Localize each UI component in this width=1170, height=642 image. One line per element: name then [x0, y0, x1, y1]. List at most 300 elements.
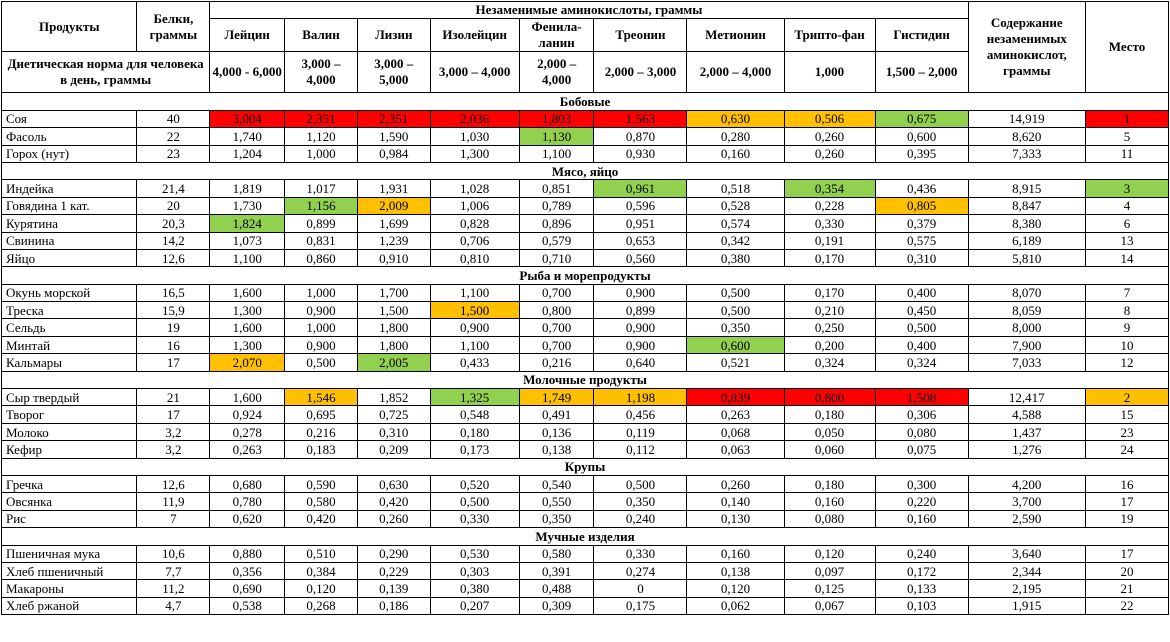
amino-value: 0,506 — [784, 110, 875, 127]
protein-value: 40 — [137, 110, 210, 127]
amino-value: 0,831 — [285, 232, 358, 249]
product-name: Гречка — [2, 475, 137, 492]
amino-value: 0,160 — [875, 510, 968, 527]
amino-value: 0,851 — [519, 180, 594, 197]
amino-value: 0,560 — [594, 249, 687, 266]
amino-value: 1,120 — [285, 128, 358, 145]
amino-value: 0,330 — [430, 510, 519, 527]
amino-value: 1,100 — [430, 284, 519, 301]
amino-value: 1,198 — [594, 389, 687, 406]
amino-value: 0,805 — [875, 197, 968, 214]
protein-value: 7,7 — [137, 562, 210, 579]
protein-value: 10,6 — [137, 545, 210, 562]
table-row — [2, 180, 1169, 197]
amino-value: 0,951 — [594, 215, 687, 232]
rank-value: 19 — [1085, 510, 1168, 527]
amino-value: 0,216 — [285, 423, 358, 440]
amino-value: 0,140 — [687, 493, 784, 510]
amino-value: 0,330 — [784, 215, 875, 232]
table-row — [2, 354, 1169, 371]
amino-value: 0,130 — [687, 510, 784, 527]
rank-value: 24 — [1085, 441, 1168, 458]
amino-value: 0,050 — [784, 423, 875, 440]
protein-value: 14,2 — [137, 232, 210, 249]
protein-value: 15,9 — [137, 302, 210, 319]
rank-value: 23 — [1085, 423, 1168, 440]
amino-value: 0,133 — [875, 580, 968, 597]
amino-value: 1,100 — [210, 249, 285, 266]
amino-value: 0,518 — [687, 180, 784, 197]
protein-value: 19 — [137, 319, 210, 336]
amino-value: 0,384 — [285, 562, 358, 579]
table-row — [2, 128, 1169, 145]
amino-value: 0,120 — [687, 580, 784, 597]
amino-value: 1,000 — [285, 319, 358, 336]
norm-value: 1,500 – 2,000 — [875, 52, 968, 93]
product-name: Творог — [2, 406, 137, 423]
amino-value: 2,036 — [430, 110, 519, 127]
amino-value: 0,500 — [875, 319, 968, 336]
amino-value: 0,103 — [875, 597, 968, 614]
table-row — [2, 232, 1169, 249]
amino-value: 0,229 — [357, 562, 430, 579]
amino-value: 1,204 — [210, 145, 285, 162]
product-name: Индейка — [2, 180, 137, 197]
norm-value: 2,000 – 4,000 — [519, 52, 594, 93]
header-amino-acid: Фенила-ланин — [519, 19, 594, 52]
amino-value: 0,120 — [285, 580, 358, 597]
amino-value: 1,028 — [430, 180, 519, 197]
protein-value: 21 — [137, 389, 210, 406]
amino-value: 0,138 — [687, 562, 784, 579]
amino-value: 0,209 — [357, 441, 430, 458]
total-value: 8,915 — [968, 180, 1085, 197]
amino-value: 0,138 — [519, 441, 594, 458]
amino-value: 0,240 — [594, 510, 687, 527]
product-name: Хлеб пшеничный — [2, 562, 137, 579]
product-name: Кефир — [2, 441, 137, 458]
total-value: 2,195 — [968, 580, 1085, 597]
header-product: Продукты — [2, 2, 137, 52]
amino-value: 1,931 — [357, 180, 430, 197]
amino-value: 1,600 — [210, 389, 285, 406]
amino-value: 0,550 — [519, 493, 594, 510]
amino-value: 0,303 — [430, 562, 519, 579]
header-amino-acid: Треонин — [594, 19, 687, 52]
amino-value: 0,300 — [875, 475, 968, 492]
amino-value: 1,600 — [210, 319, 285, 336]
total-value: 8,059 — [968, 302, 1085, 319]
table-row — [2, 284, 1169, 301]
amino-value: 0,695 — [285, 406, 358, 423]
amino-value: 0,263 — [210, 441, 285, 458]
total-value: 3,700 — [968, 493, 1085, 510]
amino-value: 0,900 — [594, 284, 687, 301]
total-value: 2,344 — [968, 562, 1085, 579]
amino-value: 0,725 — [357, 406, 430, 423]
amino-value: 0,210 — [784, 302, 875, 319]
amino-value: 0,183 — [285, 441, 358, 458]
amino-value: 0,068 — [687, 423, 784, 440]
amino-value: 0,521 — [687, 354, 784, 371]
amino-value: 2,009 — [357, 197, 430, 214]
amino-value: 1,730 — [210, 197, 285, 214]
table-row — [2, 423, 1169, 440]
amino-value: 0,710 — [519, 249, 594, 266]
total-value: 8,070 — [968, 284, 1085, 301]
amino-value: 0,436 — [875, 180, 968, 197]
amino-value: 0,900 — [594, 319, 687, 336]
amino-value: 0,260 — [687, 475, 784, 492]
total-value: 4,200 — [968, 475, 1085, 492]
amino-value: 0,080 — [875, 423, 968, 440]
total-value: 7,333 — [968, 145, 1085, 162]
amino-value: 1,239 — [357, 232, 430, 249]
amino-value: 0,207 — [430, 597, 519, 614]
amino-value: 1,100 — [519, 145, 594, 162]
rank-value: 5 — [1085, 128, 1168, 145]
amino-value: 0,324 — [784, 354, 875, 371]
protein-value: 23 — [137, 145, 210, 162]
rank-value: 17 — [1085, 545, 1168, 562]
amino-value: 1,700 — [357, 284, 430, 301]
amino-value: 0,380 — [687, 249, 784, 266]
amino-value: 0,789 — [519, 197, 594, 214]
amino-value: 0,900 — [594, 336, 687, 353]
rank-value: 9 — [1085, 319, 1168, 336]
norm-label: Диетическая норма для человека в день, граммы — [2, 52, 210, 93]
product-name: Овсянка — [2, 493, 137, 510]
amino-value: 0,173 — [430, 441, 519, 458]
amino-value: 0,125 — [784, 580, 875, 597]
total-value: 1,915 — [968, 597, 1085, 614]
header-amino-acid: Валин — [285, 19, 358, 52]
table-row — [2, 319, 1169, 336]
amino-value: 0,180 — [784, 475, 875, 492]
norm-value: 3,000 – 5,000 — [357, 52, 430, 93]
header-amino-acid: Трипто-фан — [784, 19, 875, 52]
rank-value: 21 — [1085, 580, 1168, 597]
amino-value: 1,000 — [285, 145, 358, 162]
product-name: Хлеб ржаной — [2, 597, 137, 614]
amino-value: 0,600 — [687, 336, 784, 353]
rank-value: 7 — [1085, 284, 1168, 301]
amino-value: 0,160 — [687, 545, 784, 562]
total-value: 4,588 — [968, 406, 1085, 423]
amino-value: 0,180 — [784, 406, 875, 423]
amino-value: 0,063 — [687, 441, 784, 458]
amino-value: 2,070 — [210, 354, 285, 371]
amino-value: 0,260 — [784, 128, 875, 145]
rank-value: 17 — [1085, 493, 1168, 510]
amino-value: 0,062 — [687, 597, 784, 614]
product-name: Рис — [2, 510, 137, 527]
amino-value: 1,590 — [357, 128, 430, 145]
table-row — [2, 562, 1169, 579]
product-name: Окунь морской — [2, 284, 137, 301]
amino-value: 1,500 — [357, 302, 430, 319]
product-name: Горох (нут) — [2, 145, 137, 162]
total-value: 8,620 — [968, 128, 1085, 145]
total-value: 1,437 — [968, 423, 1085, 440]
amino-value: 0,500 — [430, 493, 519, 510]
header-amino-group: Незаменимые аминокислоты, граммы — [210, 2, 968, 19]
section-title: Крупы — [2, 458, 1169, 475]
table-row — [2, 389, 1169, 406]
product-name: Говядина 1 кат. — [2, 197, 137, 214]
amino-value: 0,620 — [210, 510, 285, 527]
amino-value: 0,186 — [357, 597, 430, 614]
amino-value: 0,216 — [519, 354, 594, 371]
amino-value: 0,899 — [594, 302, 687, 319]
amino-value: 0,880 — [210, 545, 285, 562]
amino-value: 0 — [594, 580, 687, 597]
protein-value: 11,9 — [137, 493, 210, 510]
protein-value: 21,4 — [137, 180, 210, 197]
total-value: 8,000 — [968, 319, 1085, 336]
rank-value: 20 — [1085, 562, 1168, 579]
section-row — [2, 528, 1169, 545]
table-row — [2, 145, 1169, 162]
amino-value: 0,263 — [687, 406, 784, 423]
norm-value: 3,000 – 4,000 — [285, 52, 358, 93]
table-row — [2, 336, 1169, 353]
amino-value: 1,803 — [519, 110, 594, 127]
total-value: 7,033 — [968, 354, 1085, 371]
section-title: Рыба и морепродукты — [2, 267, 1169, 284]
norm-value: 4,000 - 6,000 — [210, 52, 285, 93]
amino-value: 0,630 — [687, 110, 784, 127]
protein-value: 7 — [137, 510, 210, 527]
header-amino-acid: Гистидин — [875, 19, 968, 52]
amino-value: 0,653 — [594, 232, 687, 249]
amino-value: 0,984 — [357, 145, 430, 162]
product-name: Соя — [2, 110, 137, 127]
protein-value: 12,6 — [137, 249, 210, 266]
amino-value: 0,896 — [519, 215, 594, 232]
amino-value: 0,350 — [687, 319, 784, 336]
amino-value: 0,575 — [875, 232, 968, 249]
protein-value: 16 — [137, 336, 210, 353]
table-row — [2, 215, 1169, 232]
amino-value: 0,860 — [285, 249, 358, 266]
amino-value: 0,580 — [285, 493, 358, 510]
header-rank: Место — [1085, 2, 1168, 93]
rank-value: 6 — [1085, 215, 1168, 232]
amino-value: 0,080 — [784, 510, 875, 527]
table-row — [2, 475, 1169, 492]
rank-value: 2 — [1085, 389, 1168, 406]
amino-value: 0,350 — [594, 493, 687, 510]
amino-value: 0,067 — [784, 597, 875, 614]
amino-value: 0,596 — [594, 197, 687, 214]
amino-value: 0,342 — [687, 232, 784, 249]
amino-value: 0,139 — [357, 580, 430, 597]
amino-value: 0,400 — [875, 336, 968, 353]
amino-value: 0,306 — [875, 406, 968, 423]
product-name: Яйцо — [2, 249, 137, 266]
table-body — [2, 93, 1169, 615]
amino-value: 1,325 — [430, 389, 519, 406]
section-title: Мучные изделия — [2, 528, 1169, 545]
amino-value: 0,870 — [594, 128, 687, 145]
total-value: 14,919 — [968, 110, 1085, 127]
amino-value: 0,780 — [210, 493, 285, 510]
amino-value: 0,170 — [784, 284, 875, 301]
table-row — [2, 249, 1169, 266]
table-row — [2, 441, 1169, 458]
section-row — [2, 93, 1169, 110]
section-title: Мясо, яйцо — [2, 162, 1169, 179]
table-row — [2, 510, 1169, 527]
total-value: 8,847 — [968, 197, 1085, 214]
amino-value: 2,351 — [357, 110, 430, 127]
amino-value: 0,309 — [519, 597, 594, 614]
amino-value: 1,030 — [430, 128, 519, 145]
amino-value: 0,530 — [430, 545, 519, 562]
amino-value: 0,356 — [210, 562, 285, 579]
rank-value: 22 — [1085, 597, 1168, 614]
amino-value: 0,310 — [357, 423, 430, 440]
total-value: 3,640 — [968, 545, 1085, 562]
amino-value: 0,136 — [519, 423, 594, 440]
amino-value: 0,690 — [210, 580, 285, 597]
protein-value: 3,2 — [137, 441, 210, 458]
amino-value: 1,740 — [210, 128, 285, 145]
amino-value: 0,510 — [285, 545, 358, 562]
product-name: Свинина — [2, 232, 137, 249]
amino-value: 0,930 — [594, 145, 687, 162]
total-value: 8,380 — [968, 215, 1085, 232]
amino-value: 0,290 — [357, 545, 430, 562]
amino-value: 0,240 — [875, 545, 968, 562]
header-row-group — [2, 2, 1169, 19]
amino-value: 0,220 — [875, 493, 968, 510]
amino-value: 0,250 — [784, 319, 875, 336]
table-row — [2, 580, 1169, 597]
product-name: Минтай — [2, 336, 137, 353]
rank-value: 10 — [1085, 336, 1168, 353]
amino-value: 0,379 — [875, 215, 968, 232]
total-value: 6,189 — [968, 232, 1085, 249]
amino-value: 0,700 — [519, 336, 594, 353]
rank-value: 16 — [1085, 475, 1168, 492]
amino-value: 1,006 — [430, 197, 519, 214]
product-name: Курятина — [2, 215, 137, 232]
table-row — [2, 406, 1169, 423]
amino-value: 0,112 — [594, 441, 687, 458]
amino-value: 0,700 — [519, 319, 594, 336]
amino-value: 0,160 — [687, 145, 784, 162]
amino-value: 0,160 — [784, 493, 875, 510]
amino-value: 1,699 — [357, 215, 430, 232]
amino-value: 0,500 — [687, 302, 784, 319]
amino-value: 1,017 — [285, 180, 358, 197]
amino-value: 0,500 — [594, 475, 687, 492]
product-name: Треска — [2, 302, 137, 319]
rank-value: 15 — [1085, 406, 1168, 423]
amino-value: 0,675 — [875, 110, 968, 127]
header-amino-acid: Метионин — [687, 19, 784, 52]
total-value: 1,276 — [968, 441, 1085, 458]
amino-value: 0,706 — [430, 232, 519, 249]
amino-acid-table — [1, 1, 1169, 615]
norm-value: 2,000 – 4,000 — [687, 52, 784, 93]
amino-value: 0,839 — [687, 389, 784, 406]
norm-value: 2,000 – 3,000 — [594, 52, 687, 93]
section-row — [2, 162, 1169, 179]
amino-value: 0,574 — [687, 215, 784, 232]
rank-value: 13 — [1085, 232, 1168, 249]
amino-value: 1,852 — [357, 389, 430, 406]
product-name: Сельдь — [2, 319, 137, 336]
amino-value: 1,600 — [210, 284, 285, 301]
amino-value: 0,170 — [784, 249, 875, 266]
amino-value: 0,810 — [430, 249, 519, 266]
rank-value: 4 — [1085, 197, 1168, 214]
amino-value: 1,500 — [430, 302, 519, 319]
amino-value: 0,120 — [784, 545, 875, 562]
protein-value: 17 — [137, 354, 210, 371]
amino-value: 0,528 — [687, 197, 784, 214]
protein-value: 20 — [137, 197, 210, 214]
amino-value: 0,380 — [430, 580, 519, 597]
amino-value: 0,200 — [784, 336, 875, 353]
header-amino-acid: Изолейцин — [430, 19, 519, 52]
amino-value: 0,548 — [430, 406, 519, 423]
rank-value: 1 — [1085, 110, 1168, 127]
amino-value: 0,828 — [430, 215, 519, 232]
amino-value: 1,546 — [285, 389, 358, 406]
amino-value: 0,191 — [784, 232, 875, 249]
total-value: 12,417 — [968, 389, 1085, 406]
rank-value: 8 — [1085, 302, 1168, 319]
amino-value: 1,300 — [210, 302, 285, 319]
amino-value: 3,004 — [210, 110, 285, 127]
rank-value: 14 — [1085, 249, 1168, 266]
section-title: Бобовые — [2, 93, 1169, 110]
table-row — [2, 302, 1169, 319]
product-name: Фасоль — [2, 128, 137, 145]
amino-value: 1,156 — [285, 197, 358, 214]
section-row — [2, 371, 1169, 388]
amino-value: 0,540 — [519, 475, 594, 492]
amino-value: 0,630 — [357, 475, 430, 492]
amino-value: 0,400 — [875, 284, 968, 301]
amino-value: 0,800 — [519, 302, 594, 319]
amino-value: 0,538 — [210, 597, 285, 614]
amino-value: 1,000 — [285, 284, 358, 301]
amino-value: 1,300 — [210, 336, 285, 353]
amino-value: 1,749 — [519, 389, 594, 406]
amino-value: 0,910 — [357, 249, 430, 266]
amino-value: 0,900 — [285, 336, 358, 353]
amino-value: 1,800 — [357, 319, 430, 336]
protein-value: 3,2 — [137, 423, 210, 440]
amino-value: 0,700 — [519, 284, 594, 301]
amino-value: 0,900 — [285, 302, 358, 319]
amino-value: 0,580 — [519, 545, 594, 562]
amino-value: 0,420 — [357, 493, 430, 510]
amino-value: 0,075 — [875, 441, 968, 458]
product-name: Макароны — [2, 580, 137, 597]
header-total: Содержание незаменимых аминокислот, граммы — [968, 2, 1085, 93]
amino-value: 0,310 — [875, 249, 968, 266]
amino-value: 1,130 — [519, 128, 594, 145]
amino-value: 0,899 — [285, 215, 358, 232]
amino-value: 2,351 — [285, 110, 358, 127]
amino-value: 0,500 — [687, 284, 784, 301]
